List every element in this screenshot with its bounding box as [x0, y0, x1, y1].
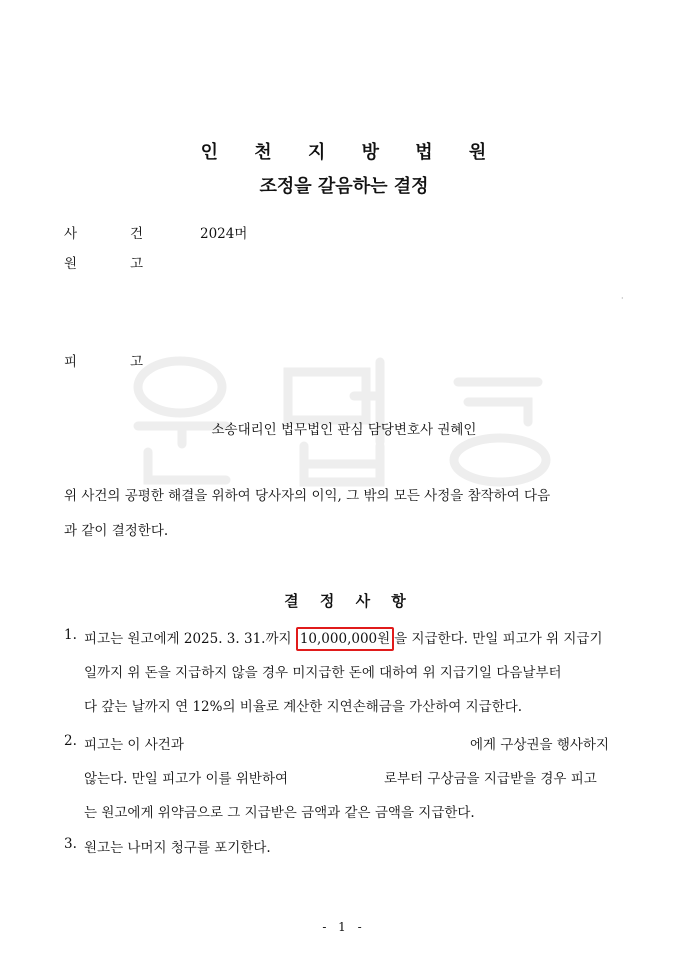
- party-label-char-1: 피: [64, 354, 78, 370]
- legal-representative: 소송대리인 법무법인 판심 담당변호사 권혜인: [211, 422, 477, 438]
- party-label-char-1: 원: [64, 256, 78, 272]
- party-label-char-2: 건: [130, 226, 144, 242]
- item-1-number: 1.: [64, 627, 77, 643]
- party-label-char-1: 사: [64, 226, 78, 242]
- watermark-graphic: [118, 342, 568, 492]
- stray-mark: ·: [621, 294, 624, 303]
- party-label-char-2: 고: [130, 256, 144, 272]
- intro-line-2: 과 같이 결정한다.: [64, 523, 169, 539]
- highlighted-amount: 10,000,000원: [296, 627, 394, 651]
- item-2-line-3: 는 원고에게 위약금으로 그 지급받은 금액과 같은 금액을 지급한다.: [84, 805, 475, 821]
- item-2-line-2-start: 않는다. 만일 피고가 이를 위반하여: [84, 771, 289, 787]
- item-2-line-1-end: 에게 구상권을 행사하지: [470, 737, 609, 753]
- item-1-line-1: [84, 627, 603, 647]
- item-1-line-3: 다 갚는 날까지 연 12%의 비율로 계산한 지연손해금을 가산하여 지급한다.: [84, 699, 523, 715]
- item-3-number: 3.: [64, 836, 77, 852]
- item-2-line-1-start: 피고는 이 사건과: [84, 737, 184, 753]
- item-2-line-2-end: 로부터 구상금을 지급받을 경우 피고: [384, 771, 597, 787]
- intro-line-1: 위 사건의 공평한 해결을 위하여 당사자의 이익, 그 밖의 모든 사정을 참작하여 다음: [64, 488, 551, 504]
- item-1-text-post: 을 지급한다. 만일 피고가 위 지급기: [394, 631, 603, 647]
- document-title: 조정을 갈음하는 결정: [259, 176, 429, 197]
- item-3-line-1: 원고는 나머지 청구를 포기한다.: [84, 840, 271, 856]
- decision-section-title: 결 정 사 항: [284, 592, 414, 610]
- party-label-char-2: 고: [130, 354, 144, 370]
- item-1-text-pre: 피고는 원고에게 2025. 3. 31.까지: [84, 631, 296, 647]
- item-2-number: 2.: [64, 733, 77, 749]
- page-number: - 1 -: [322, 920, 366, 934]
- court-name: 인 천 지 방 법 원: [200, 142, 502, 163]
- item-1-line-2: 일까지 위 돈을 지급하지 않을 경우 미지급한 돈에 대하여 위 지급기일 다음날부터: [84, 665, 562, 681]
- case-number: 2024머: [200, 226, 248, 242]
